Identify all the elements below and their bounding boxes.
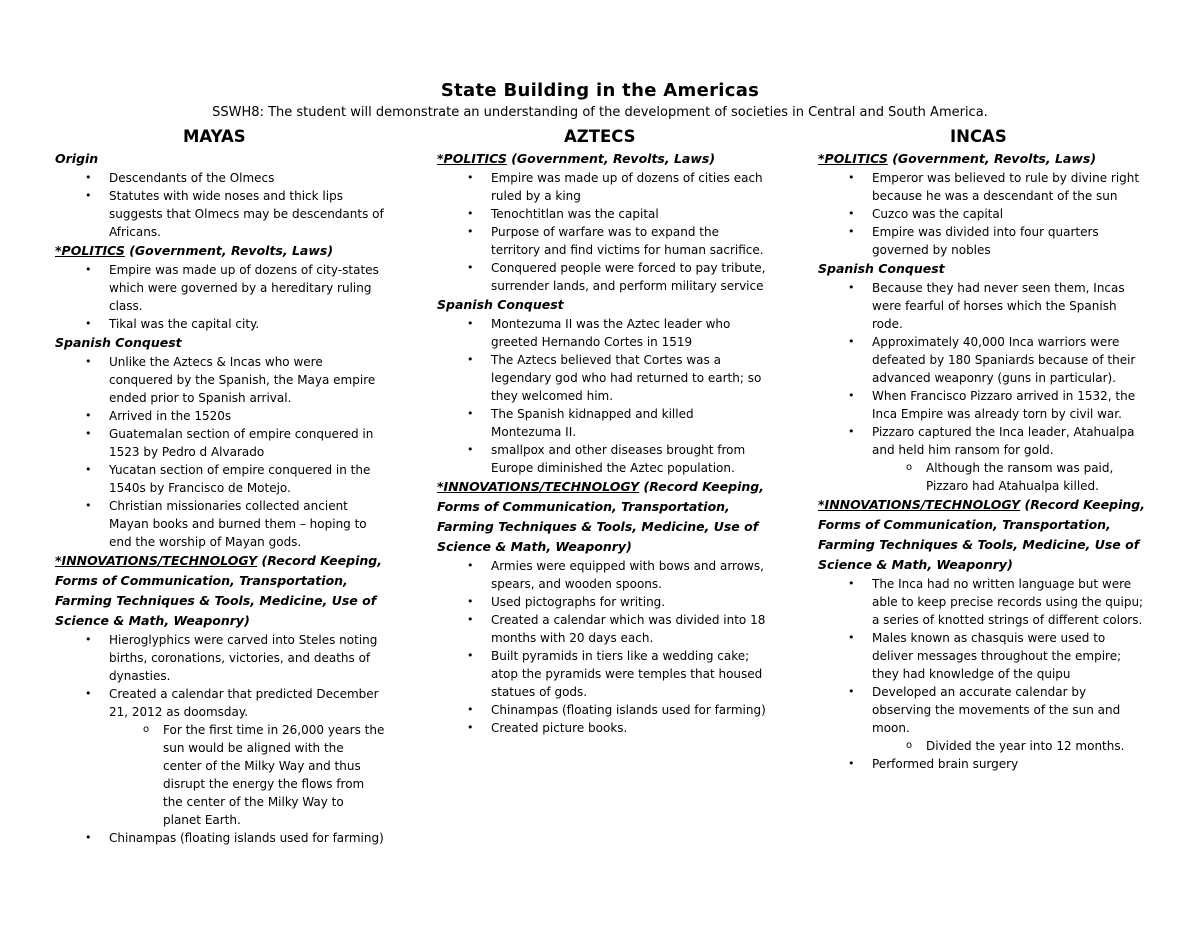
list-item: • Conquered people were forced to pay tribute, surrender lands, and perform military service [437,259,767,295]
heading-rest: (Record Keeping, Forms of Communication, Transportation, Farming Techniques & Tools, Medicine, Use of Science & Math, Weaponry) [55,553,382,628]
heading-underlined-part: *POLITICS [55,243,125,258]
list-item: • The Aztecs believed that Cortes was a legendary god who had returned to earth; so they welcomed him. [437,351,767,405]
list-item: • Montezuma II was the Aztec leader who greeted Hernando Cortes in 1519 [437,315,767,351]
list-item: • Males known as chasquis were used to deliver messages throughout the empire; they had knowledge of the quipu [818,629,1148,683]
list-item: • Guatemalan section of empire conquered in 1523 by Pedro d Alvarado [55,425,385,461]
list-item: • The Inca had no written language but were able to keep precise records using the quipu; a series of knotted strings of different colors. [818,575,1148,629]
conquest-list [818,279,1148,495]
list-item: • Arrived in the 1520s [55,407,385,425]
list-item: • Hieroglyphics were carved into Steles noting births, coronations, victories, and deaths of dynasties. [55,631,385,685]
section-heading-innovations [55,551,385,631]
column-title-mayas: MAYAS [183,127,246,146]
column-incas [818,127,1148,773]
list-item: • Used pictographs for writing. [437,593,767,611]
list-item: • Developed an accurate calendar by observing the movements of the sun and moon. [818,683,1148,737]
section-heading-origin: Origin [55,151,99,166]
sub-list-item: o Divided the year into 12 months. [818,737,1148,755]
section-heading-innovations [818,495,1148,575]
heading-underlined-part: *INNOVATIONS/TECHNOLOGY [818,497,1021,512]
list-item: • Created a calendar which was divided into 18 months with 20 days each. [437,611,767,647]
list-item: • Empire was divided into four quarters governed by nobles [818,223,1148,259]
innovations-list [437,557,767,737]
list-item: • Unlike the Aztecs & Incas who were conquered by the Spanish, the Maya empire ended prior to Spanish arrival. [55,353,385,407]
section-heading-spanish-conquest: Spanish Conquest [55,335,182,350]
politics-list [818,169,1148,259]
list-item: • Empire was made up of dozens of city-states which were governed by a hereditary ruling class. [55,261,385,315]
column-title-aztecs: AZTECS [564,127,636,146]
list-item: • Built pyramids in tiers like a wedding cake; atop the pyramids were temples that housed statues of gods. [437,647,767,701]
column-aztecs [437,127,767,737]
conquest-list [55,353,385,551]
heading-underlined-part: *INNOVATIONS/TECHNOLOGY [437,479,640,494]
heading-rest: (Government, Revolts, Laws) [506,151,716,166]
section-heading-innovations [437,477,767,557]
origin-list [55,169,385,241]
list-item: • When Francisco Pizzaro arrived in 1532, the Inca Empire was already torn by civil war. [818,387,1148,423]
section-heading-spanish-conquest: Spanish Conquest [818,261,945,276]
heading-rest: (Government, Revolts, Laws) [887,151,1097,166]
heading-underlined-part: *POLITICS [437,151,507,166]
list-item: • Created a calendar that predicted December 21, 2012 as doomsday. [55,685,385,721]
list-item: • Pizzaro captured the Inca leader, Atahualpa and held him ransom for gold. [818,423,1148,459]
list-item: • Yucatan section of empire conquered in the 1540s by Francisco de Motejo. [55,461,385,497]
heading-underlined-part: *INNOVATIONS/TECHNOLOGY [55,553,258,568]
list-item: • Statutes with wide noses and thick lips suggests that Olmecs may be descendants of Africans. [55,187,385,241]
heading-rest: (Record Keeping, Forms of Communication, Transportation, Farming Techniques & Tools, Medicine, Use of Science & Math, Weaponry) [437,479,764,554]
section-heading-politics [818,149,1148,169]
list-item: • Approximately 40,000 Inca warriors were defeated by 180 Spaniards because of their advanced weaponry (guns in particular). [818,333,1148,387]
list-item: • Performed brain surgery [818,755,1148,773]
standard-subtitle: SSWH8: The student will demonstrate an understanding of the development of societies in Central and South America. [212,105,988,120]
sub-list-item: o Although the ransom was paid, Pizzaro had Atahualpa killed. [818,459,1148,495]
section-heading-politics [437,149,767,169]
innovations-list [818,575,1148,773]
list-item: • Chinampas (floating islands used for farming) [55,829,385,847]
heading-rest: (Record Keeping, Forms of Communication, Transportation, Farming Techniques & Tools, Medicine, Use of Science & Math, Weaponry) [818,497,1145,572]
list-item: • Chinampas (floating islands used for farming) [437,701,767,719]
list-item: • Tikal was the capital city. [55,315,385,333]
section-heading-spanish-conquest: Spanish Conquest [437,297,564,312]
politics-list [437,169,767,295]
heading-rest: (Government, Revolts, Laws) [124,243,334,258]
list-item: • Purpose of warfare was to expand the territory and find victims for human sacrifice. [437,223,767,259]
list-item: • Because they had never seen them, Incas were fearful of horses which the Spanish rode. [818,279,1148,333]
politics-list [55,261,385,333]
sub-list-item: o For the first time in 26,000 years the sun would be aligned with the center of the Milky Way and thus disrupt the energy the flows from the center of the Milky Way to planet Earth. [55,721,385,829]
list-item: • Christian missionaries collected ancient Mayan books and burned them – hoping to end the worship of Mayan gods. [55,497,385,551]
list-item: • Armies were equipped with bows and arrows, spears, and wooden spoons. [437,557,767,593]
list-item: • Emperor was believed to rule by divine right because he was a descendant of the sun [818,169,1148,205]
list-item: • Tenochtitlan was the capital [437,205,767,223]
heading-underlined-part: *POLITICS [818,151,888,166]
column-mayas [55,127,385,847]
list-item: • Descendants of the Olmecs [55,169,385,187]
list-item: • The Spanish kidnapped and killed Montezuma II. [437,405,767,441]
conquest-list [437,315,767,477]
list-item: • Created picture books. [437,719,767,737]
section-heading-politics [55,241,385,261]
list-item: • Empire was made up of dozens of cities each ruled by a king [437,169,767,205]
list-item: • Cuzco was the capital [818,205,1148,223]
column-title-incas: INCAS [950,127,1007,146]
document-title: State Building in the Americas [440,80,760,101]
list-item: • smallpox and other diseases brought from Europe diminished the Aztec population. [437,441,767,477]
innovations-list [55,631,385,847]
